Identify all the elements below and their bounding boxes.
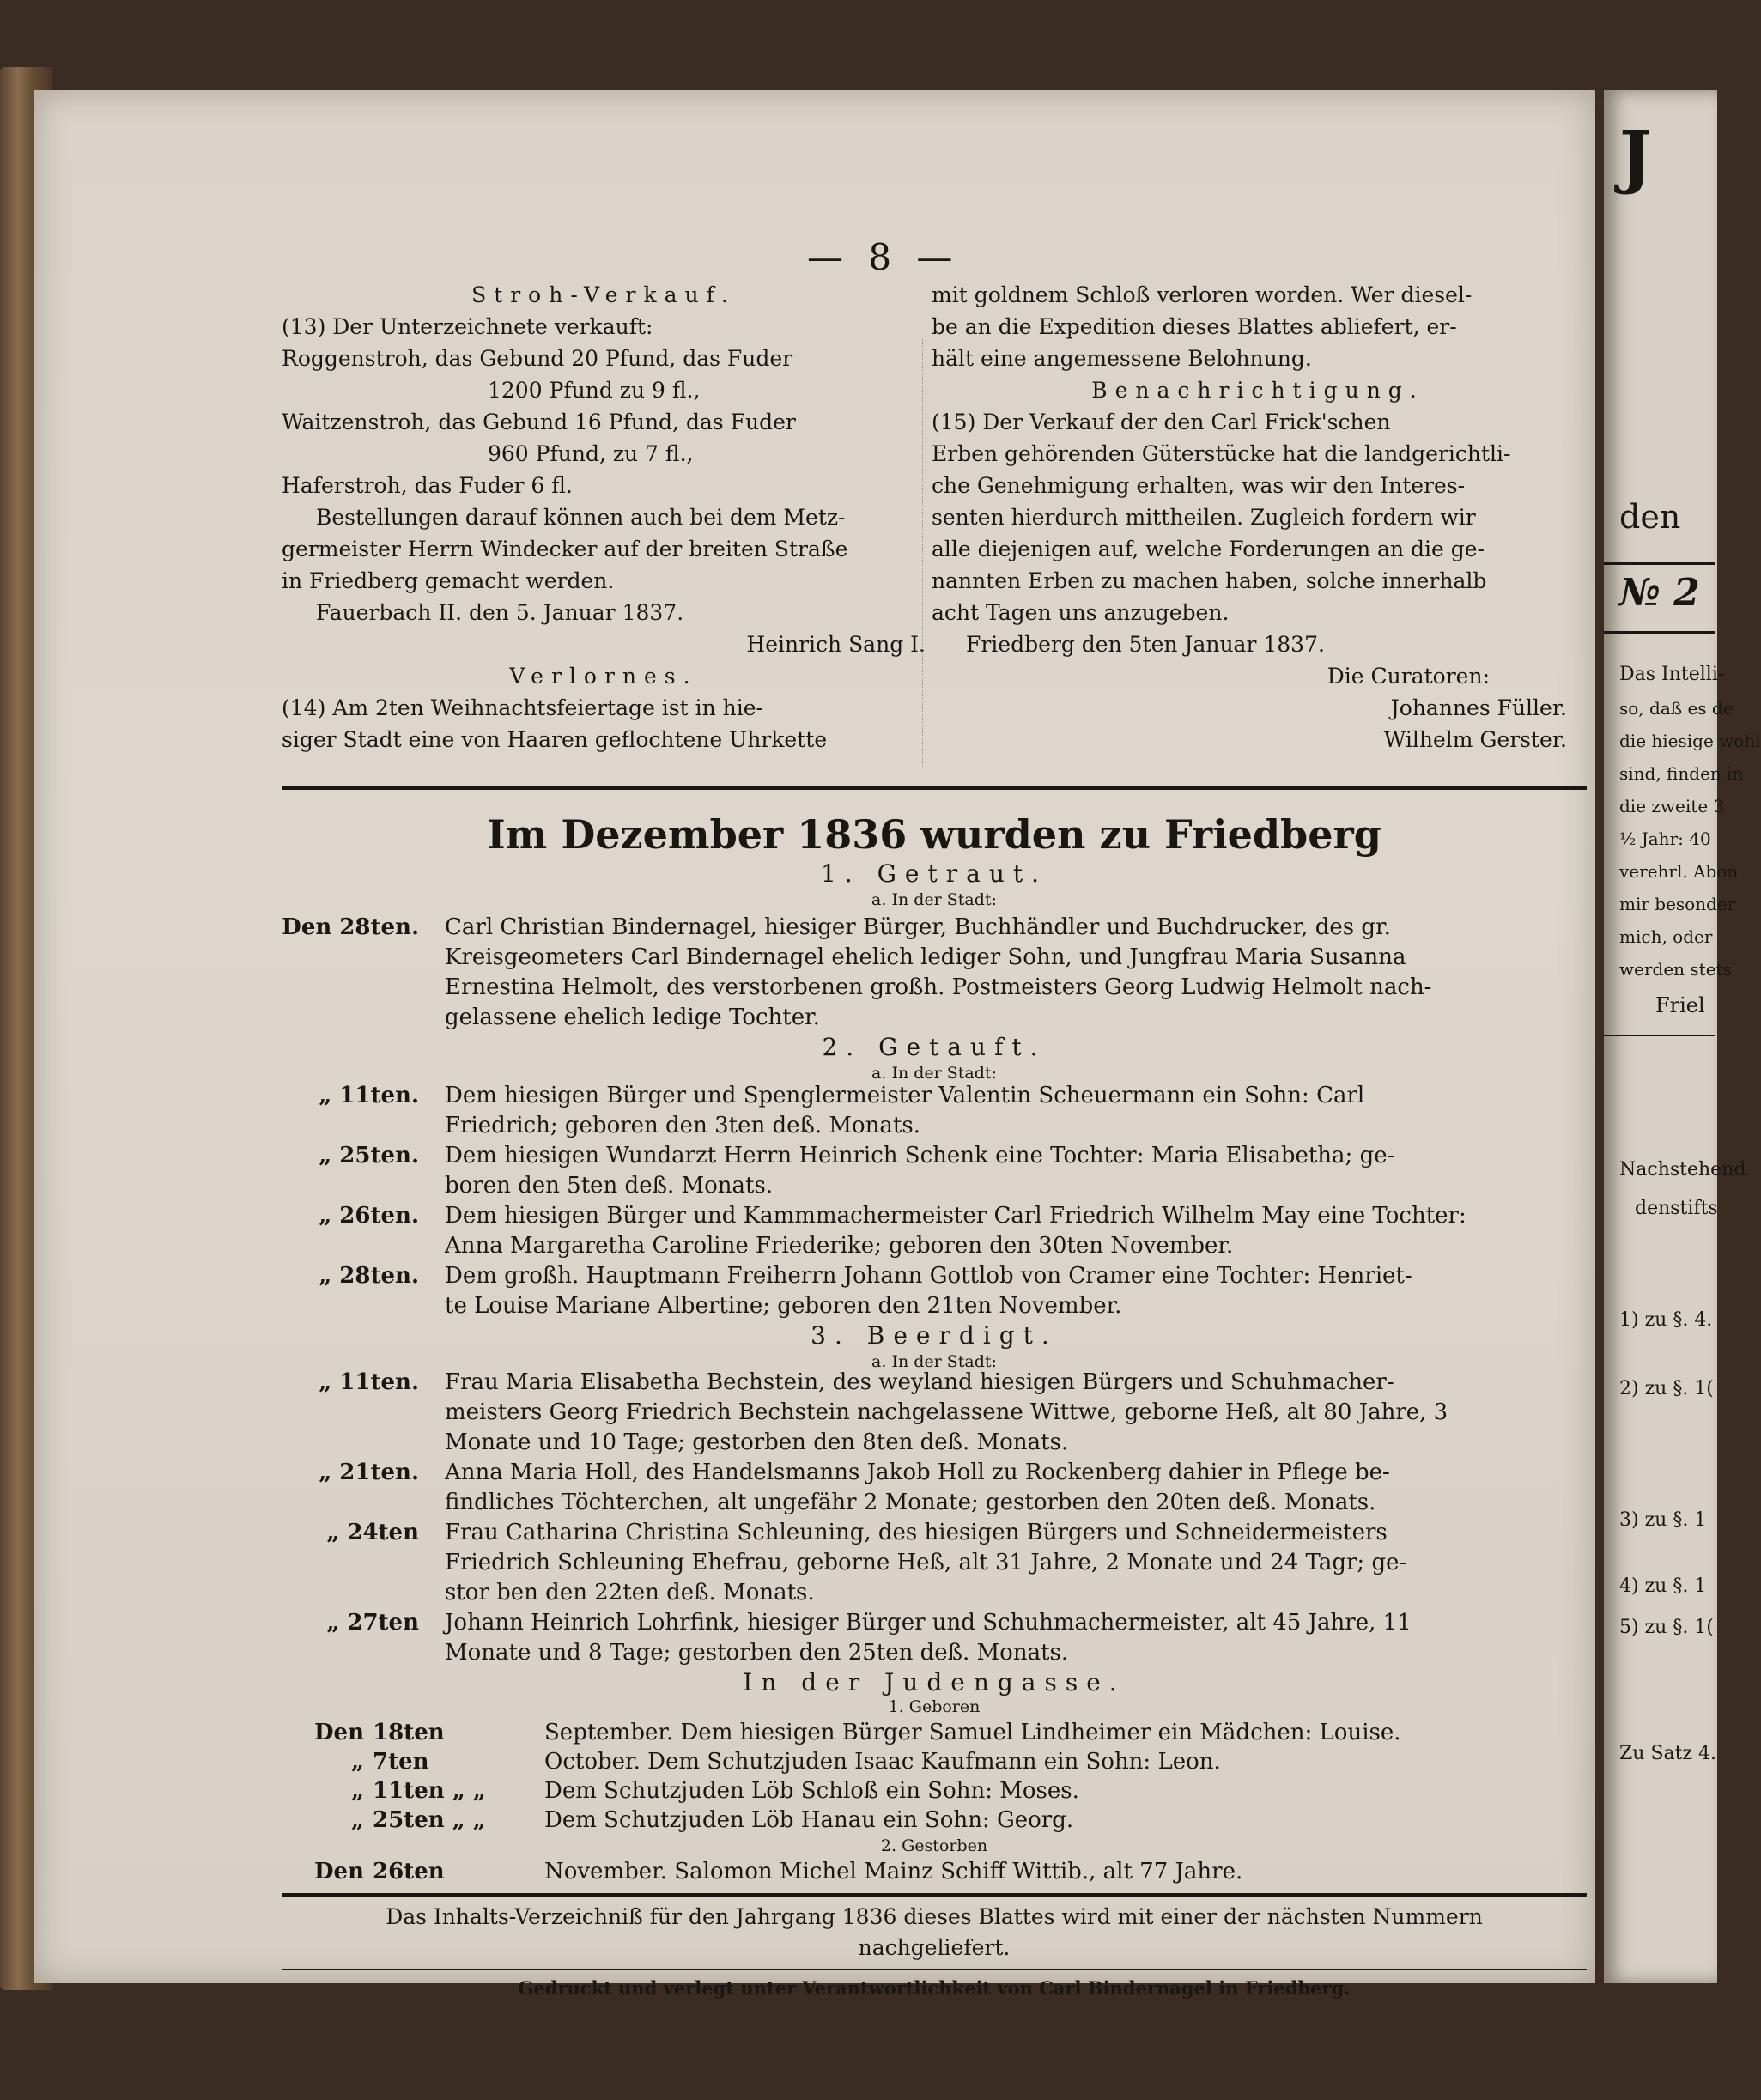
right-line: che Genehmigung erhalten, was wir den Interes- xyxy=(932,473,1466,498)
signature: Johannes Füller. xyxy=(1390,695,1567,720)
left-line: Bestellungen darauf können auch bei dem Metz- xyxy=(316,505,846,530)
entry-line: te Louise Mariane Albertine; geboren den 21ten November. xyxy=(445,1293,1122,1319)
page xyxy=(34,90,1595,1999)
entry-date: „ 21ten. xyxy=(319,1460,419,1485)
left-line: (14) Am 2ten Weihnachtsfeiertage ist in hie- xyxy=(282,695,763,720)
entry-line: Friedrich; geboren den 3ten deß. Monats. xyxy=(445,1113,920,1138)
right-line: (15) Der Verkauf der den Carl Frick'schen xyxy=(932,410,1391,434)
entry-date: Den 28ten. xyxy=(282,914,419,940)
right-line: mit goldnem Schloß verloren worden. Wer diesel- xyxy=(932,282,1473,307)
entry-text: November. Salomon Michel Mainz Schiff Wittib., alt 77 Jahre. xyxy=(544,1859,1243,1885)
entry-prefix: „ xyxy=(351,1749,364,1775)
entry-line: gelassene ehelich ledige Tochter. xyxy=(445,1004,820,1030)
entry-line: findliches Töchterchen, alt ungefähr 2 Monate; gestorben den 20ten deß. Monats. xyxy=(445,1490,1376,1515)
right-line: Friedberg den 5ten Januar 1837. xyxy=(966,632,1325,657)
section-subtitle: a. In der Stadt: xyxy=(871,1352,997,1371)
entry-text xyxy=(445,1081,1587,1141)
next-page-text: werden stets xyxy=(1619,959,1732,980)
section-subtitle: 1. Geboren xyxy=(888,1697,981,1716)
entry-line: Friedrich Schleuning Ehefrau, geborne Heß, alt 31 Jahre, 2 Monate und 24 Tagr; ge- xyxy=(445,1550,1407,1575)
next-page-text: 3) zu §. 1 xyxy=(1619,1509,1707,1531)
next-page-rule xyxy=(1604,631,1715,634)
entry-date: 7ten xyxy=(373,1749,429,1775)
next-page-text: 1) zu §. 4. xyxy=(1619,1309,1713,1331)
next-page-rule xyxy=(1604,1035,1715,1036)
entry-text xyxy=(445,1201,1587,1261)
entry-text xyxy=(445,1141,1587,1201)
next-page-text: denstifts xyxy=(1635,1198,1718,1219)
left-line: in Friedberg gemacht werden. xyxy=(282,568,615,593)
right-line: be an die Expedition dieses Blattes abliefert, er- xyxy=(932,314,1457,339)
next-page-text: mich, oder xyxy=(1619,926,1713,947)
right-line: acht Tagen uns anzugeben. xyxy=(932,600,1230,625)
section-subtitle: 2. Gestorben xyxy=(880,1836,988,1855)
entry-text: Dem Schutzjuden Löb Hanau ein Sohn: Georg. xyxy=(544,1807,1074,1833)
entry-date: 18ten xyxy=(373,1720,445,1745)
section-subtitle: a. In der Stadt: xyxy=(871,890,997,909)
next-page-text: ½ Jahr: 40 xyxy=(1619,828,1711,849)
next-page-text: Nachstehend xyxy=(1619,1159,1746,1180)
divider-rule xyxy=(282,1893,1587,1897)
next-page-text: Zu Satz 4. xyxy=(1619,1743,1717,1764)
next-page-text: die zweite 3 xyxy=(1619,796,1725,816)
left-line: germeister Herrn Windecker auf der breiten Straße xyxy=(282,537,848,561)
next-page-text: mir besonder xyxy=(1619,894,1736,914)
right-section-title: Benachrichtigung. xyxy=(1091,378,1424,403)
next-page-text: verehrl. Abon xyxy=(1619,861,1739,882)
footer-line: Das Inhalts-Verzeichniß für den Jahrgang 1836 dieses Blattes wird mit einer der nächsten Nummern xyxy=(386,1904,1483,1929)
next-page-rule xyxy=(1604,562,1715,565)
page-number: — 8 — xyxy=(807,236,960,278)
left-line: siger Stadt eine von Haaren geflochtene Uhrkette xyxy=(282,727,828,752)
next-page-text: J xyxy=(1619,116,1652,197)
entry-prefix: Den xyxy=(314,1720,364,1745)
entry-date: 25ten „ „ xyxy=(373,1807,486,1833)
entry-date: „ 28ten. xyxy=(319,1263,419,1289)
entry-text xyxy=(445,913,1587,1033)
right-line: alle diejenigen auf, welche Forderungen an die ge- xyxy=(932,537,1485,561)
left-line: Heinrich Sang I. xyxy=(746,632,926,657)
entry-text xyxy=(445,1518,1587,1608)
entry-text xyxy=(445,1261,1587,1321)
entry-line: Dem großh. Hauptmann Freiherrn Johann Gottlob von Cramer eine Tochter: Henriet- xyxy=(445,1263,1412,1289)
next-page-text: Friel xyxy=(1655,993,1705,1017)
entry-prefix: „ xyxy=(351,1807,364,1833)
left-line: Haferstroh, das Fuder 6 fl. xyxy=(282,473,573,498)
entry-date: 26ten xyxy=(373,1859,445,1885)
entry-date: „ 25ten. xyxy=(319,1143,419,1168)
left-line: (13) Der Unterzeichnete verkauft: xyxy=(282,314,653,339)
entry-prefix: „ xyxy=(351,1778,364,1804)
entry-date: „ 27ten xyxy=(326,1610,419,1636)
next-page-text: den xyxy=(1619,498,1681,536)
entry-prefix: Den xyxy=(314,1859,364,1885)
next-page-text: 2) zu §. 1( xyxy=(1619,1378,1714,1399)
right-line: Erben gehörenden Güterstücke hat die landgerichtli- xyxy=(932,441,1511,466)
left-section-title: Stroh-Verkauf. xyxy=(471,282,736,307)
entry-date: „ 11ten. xyxy=(319,1369,419,1395)
entry-line: Anna Margaretha Caroline Friederike; geboren den 30ten November. xyxy=(445,1233,1234,1259)
right-line: hält eine angemessene Belohnung. xyxy=(932,346,1312,371)
left-line: 960 Pfund, zu 7 fl., xyxy=(488,441,694,466)
entry-line: Dem hiesigen Wundarzt Herrn Heinrich Schenk eine Tochter: Maria Elisabetha; ge- xyxy=(445,1143,1395,1168)
left-section-title: Verlornes. xyxy=(509,664,698,689)
entry-line: Anna Maria Holl, des Handelsmanns Jakob Holl zu Rockenberg dahier in Pflege be- xyxy=(445,1460,1390,1485)
right-column xyxy=(932,279,1584,756)
entry-line: boren den 5ten deß. Monats. xyxy=(445,1173,774,1199)
right-line: nannten Erben zu machen haben, solche innerhalb xyxy=(932,568,1487,593)
entry-line: stor ben den 22ten deß. Monats. xyxy=(445,1580,815,1605)
signature: Wilhelm Gerster. xyxy=(1383,727,1567,752)
entry-text xyxy=(445,1368,1587,1458)
entry-text: October. Dem Schutzjuden Isaac Kaufmann ein Sohn: Leon. xyxy=(544,1749,1221,1775)
next-page-text: 5) zu §. 1( xyxy=(1619,1617,1714,1638)
entry-text xyxy=(445,1458,1587,1518)
section-title: 1. Getraut. xyxy=(820,859,1048,888)
entry-text xyxy=(445,1608,1587,1668)
entry-line: Kreisgeometers Carl Bindernagel ehelich lediger Sohn, und Jungfrau Maria Susanna xyxy=(445,944,1406,970)
next-page-text: Das Intelli- xyxy=(1619,664,1725,685)
entry-text: September. Dem hiesigen Bürger Samuel Lindheimer ein Mädchen: Louise. xyxy=(544,1720,1401,1745)
entry-date: „ 26ten. xyxy=(319,1203,419,1229)
signature-title: Die Curatoren: xyxy=(1327,664,1490,689)
footer-note xyxy=(282,1902,1587,1963)
entry-date: „ 11ten. xyxy=(319,1083,419,1108)
section-title: In der Judengasse. xyxy=(743,1668,1126,1696)
divider-rule xyxy=(282,786,1587,790)
next-page-text: 4) zu §. 1 xyxy=(1619,1575,1707,1597)
page-content xyxy=(172,142,1597,1999)
right-line: senten hierdurch mittheilen. Zugleich fordern wir xyxy=(932,505,1476,530)
main-heading: Im Dezember 1836 wurden zu Friedberg xyxy=(487,811,1381,858)
next-page-text: № 2 xyxy=(1619,571,1700,615)
left-line: Roggenstroh, das Gebund 20 Pfund, das Fuder xyxy=(282,346,793,371)
entry-line: Monate und 8 Tage; gestorben den 25ten deß. Monats. xyxy=(445,1640,1069,1666)
section-title: 3. Beerdigt. xyxy=(811,1321,1058,1350)
entry-line: Dem hiesigen Bürger und Spenglermeister Valentin Scheuermann ein Sohn: Carl xyxy=(445,1083,1365,1108)
next-page-text: so, daß es de xyxy=(1619,698,1734,719)
printer-imprint: Gedruckt und verlegt unter Verantwortlichkeit von Carl Bindernagel in Friedberg. xyxy=(518,1977,1351,1999)
footer-line: nachgeliefert. xyxy=(858,1935,1011,1960)
next-page-text: die hiesige wohl xyxy=(1619,731,1761,751)
column-divider xyxy=(922,339,923,768)
section-subtitle: a. In der Stadt: xyxy=(871,1064,997,1083)
left-line: 1200 Pfund zu 9 fl., xyxy=(488,378,701,403)
entry-line: Ernestina Helmolt, des verstorbenen großh. Postmeisters Georg Ludwig Helmolt nach- xyxy=(445,974,1432,1000)
entry-line: meisters Georg Friedrich Bechstein nachgelassene Wittwe, geborne Heß, alt 80 Jahre, 3 xyxy=(445,1399,1448,1425)
entry-line: Dem hiesigen Bürger und Kammmachermeister Carl Friedrich Wilhelm May eine Tochter: xyxy=(445,1203,1466,1229)
entry-date: „ 24ten xyxy=(326,1520,419,1545)
left-column xyxy=(282,279,926,756)
entry-line: Carl Christian Bindernagel, hiesiger Bürger, Buchhändler und Buchdrucker, des gr. xyxy=(445,914,1391,940)
next-page-edge xyxy=(1604,90,1761,1983)
section-title: 2. Getauft. xyxy=(822,1033,1047,1061)
left-line: Fauerbach II. den 5. Januar 1837. xyxy=(316,600,684,625)
entry-line: Monate und 10 Tage; gestorben den 8ten deß. Monats. xyxy=(445,1429,1069,1455)
entry-line: Frau Maria Elisabetha Bechstein, des weyland hiesigen Bürgers und Schuhmacher- xyxy=(445,1369,1394,1395)
next-page-text: sind, finden in xyxy=(1619,763,1744,784)
left-line: Waitzenstroh, das Gebund 16 Pfund, das Fuder xyxy=(282,410,796,434)
entry-line: Johann Heinrich Lohrfink, hiesiger Bürger und Schuhmachermeister, alt 45 Jahre, 11 xyxy=(445,1610,1412,1636)
entry-date: 11ten „ „ xyxy=(373,1778,486,1804)
entry-line: Frau Catharina Christina Schleuning, des hiesigen Bürgers und Schneidermeisters xyxy=(445,1520,1388,1545)
divider-rule xyxy=(282,1969,1587,1970)
entry-text: Dem Schutzjuden Löb Schloß ein Sohn: Moses. xyxy=(544,1778,1079,1804)
